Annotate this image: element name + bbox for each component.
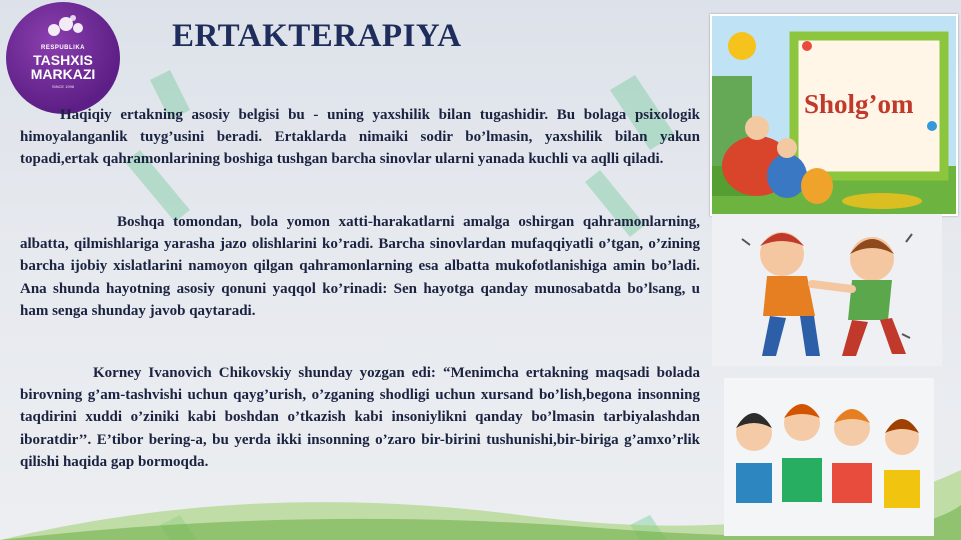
- logo-line-2: TASHXIS: [33, 52, 93, 68]
- logo-bubbles-icon: [44, 14, 88, 38]
- sign-text: Sholg’om: [804, 89, 914, 119]
- fairy-tale-illustration: [710, 14, 958, 216]
- organization-logo: [6, 2, 120, 114]
- paragraph-1: Haqiqiy ertakning asosiy belgisi bu - uning yaxshilik bilan tugashidir. Bu bolaga psixologik himoyalanganlik tuyg’usini beradi. Ertaklarda nimaiki sodir bo’lmasin, yaxshilik bilan yakun topadi,ertak qahramonlarining boshiga tushgan barcha sinovlar ularni yanada kuchli va aqlli qiladi.: [20, 107, 700, 168]
- slide-title: ERTAKTERAPIYA: [172, 18, 462, 54]
- logo-line-1: RESPUBLIKA: [40, 45, 85, 51]
- children-reading-illustration: [724, 378, 934, 536]
- boys-fighting-illustration: [712, 214, 942, 366]
- paragraph-3: Korney Ivanovich Chikovskiy shunday yozgan edi: “Menimcha ertakning maqsadi bolada birovning g’am-tashvishi uchun qayg’urish, o’zganing shodligi uchun xursand bo’lish,begona insonning taqdirini xuddi o’ziniki kabi boshdan o’tkazish kabi insoniylikni qanday bo’lmasin tarbiyalashdan iboratdir’’. E’tibor bering-a, bu yerda ikki insonning o’zaro bir-birini tushunishi,bir-biriga g’amxo’rlik qilishi haqida gap bormoqda.: [20, 365, 700, 470]
- logo-line-4: SINCE 1998: [51, 84, 75, 89]
- logo-line-3: MARKAZI: [30, 66, 96, 82]
- paragraph-2: Boshqa tomondan, bola yomon xatti-harakatlarni amalga oshirgan qahramonlarning, albatta, qilmishlariga yarasha jazo olishlarini ko’radi. Barcha sinovlardan mufaqqiyatli o’tgan, o’zining barcha ijobiy xislatlarini namoyon qilgan qahramonlarning esa albatta mukofotlanishiga amin bo’ladi. Ana shunda hayotning asosiy qonuni yaqqol ko’rinadi: Sen hayotga qanday munosabatda bo’lsang, u ham senga shunday javob qaytaradi.: [20, 214, 700, 319]
